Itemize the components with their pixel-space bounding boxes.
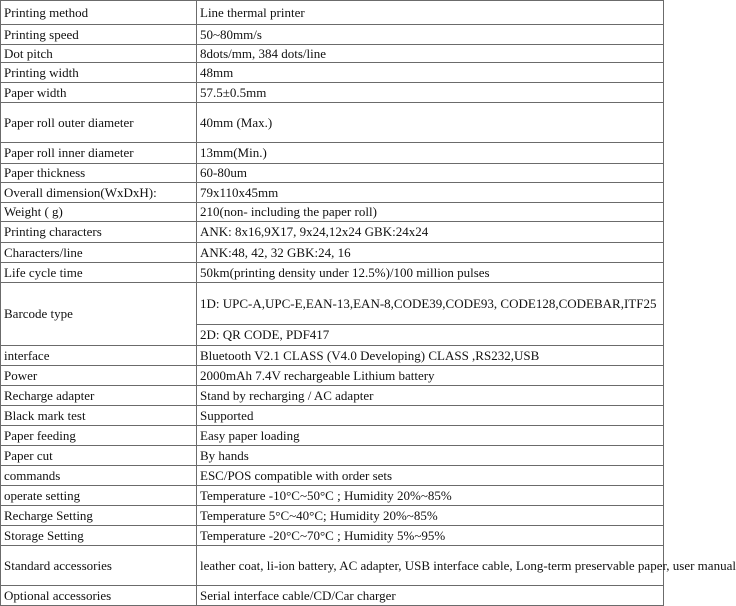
row-label: Black mark test xyxy=(1,406,197,426)
row-value: ANK: 8x16,9X17, 9x24,12x24 GBK:24x24 xyxy=(197,222,664,243)
row-value: 8dots/mm, 384 dots/line xyxy=(197,45,664,63)
row-label: operate setting xyxy=(1,486,197,506)
table-row xyxy=(1,164,664,183)
table-row xyxy=(1,263,664,283)
row-value: 60-80um xyxy=(197,164,664,183)
table-row xyxy=(1,386,664,406)
row-label: Paper cut xyxy=(1,446,197,466)
table-row xyxy=(1,203,664,222)
row-label: Life cycle time xyxy=(1,263,197,283)
row-value: Serial interface cable/CD/Car charger xyxy=(197,586,664,606)
barcode-2d-value: 2D: QR CODE, PDF417 xyxy=(197,325,664,346)
row-label: commands xyxy=(1,466,197,486)
row-value: 2000mAh 7.4V rechargeable Lithium battery xyxy=(197,366,664,386)
table-row xyxy=(1,283,664,325)
row-label: Recharge adapter xyxy=(1,386,197,406)
table-row xyxy=(1,406,664,426)
table-row xyxy=(1,25,664,45)
table-row xyxy=(1,222,664,243)
row-label: Paper thickness xyxy=(1,164,197,183)
row-value: 48mm xyxy=(197,63,664,83)
table-row xyxy=(1,83,664,103)
row-value: Stand by recharging / AC adapter xyxy=(197,386,664,406)
row-value: ANK:48, 42, 32 GBK:24, 16 xyxy=(197,243,664,263)
table-row xyxy=(1,526,664,546)
row-label: Optional accessories xyxy=(1,586,197,606)
table-row xyxy=(1,63,664,83)
row-label: Overall dimension(WxDxH): xyxy=(1,183,197,203)
row-value: 57.5±0.5mm xyxy=(197,83,664,103)
table-row xyxy=(1,506,664,526)
table-row xyxy=(1,1,664,25)
row-value: Temperature 5°C~40°C; Humidity 20%~85% xyxy=(197,506,664,526)
row-value: Supported xyxy=(197,406,664,426)
table-row xyxy=(1,466,664,486)
table-row xyxy=(1,366,664,386)
table-row xyxy=(1,243,664,263)
table-row xyxy=(1,446,664,466)
row-value: 50km(printing density under 12.5%)/100 million pulses xyxy=(197,263,664,283)
row-label: Printing characters xyxy=(1,222,197,243)
row-value: 210(non- including the paper roll) xyxy=(197,203,664,222)
row-value: 50~80mm/s xyxy=(197,25,664,45)
table-row xyxy=(1,45,664,63)
row-label: Weight ( g) xyxy=(1,203,197,222)
table-row xyxy=(1,346,664,366)
table-row xyxy=(1,486,664,506)
row-value: 79x110x45mm xyxy=(197,183,664,203)
row-label: Power xyxy=(1,366,197,386)
row-value: Easy paper loading xyxy=(197,426,664,446)
row-value: 13mm(Min.) xyxy=(197,143,664,164)
row-label: Recharge Setting xyxy=(1,506,197,526)
row-label: Barcode type xyxy=(1,283,197,346)
row-label: Paper roll inner diameter xyxy=(1,143,197,164)
table-row xyxy=(1,586,664,606)
row-label: Printing method xyxy=(1,1,197,25)
row-value: Temperature -20°C~70°C ; Humidity 5%~95% xyxy=(197,526,664,546)
table-row xyxy=(1,426,664,446)
row-value: Bluetooth V2.1 CLASS (V4.0 Developing) CLASS ,RS232,USB xyxy=(197,346,664,366)
row-value: leather coat, li-ion battery, AC adapter, USB interface cable, Long-term preservable paper, user manual xyxy=(197,546,664,586)
row-label: Dot pitch xyxy=(1,45,197,63)
row-value: ESC/POS compatible with order sets xyxy=(197,466,664,486)
table-row xyxy=(1,183,664,203)
row-value: 40mm (Max.) xyxy=(197,103,664,143)
row-value: By hands xyxy=(197,446,664,466)
row-label: Characters/line xyxy=(1,243,197,263)
table-row xyxy=(1,546,664,586)
row-label: Paper feeding xyxy=(1,426,197,446)
row-label: Paper roll outer diameter xyxy=(1,103,197,143)
row-label: Printing speed xyxy=(1,25,197,45)
row-value: Temperature -10°C~50°C ; Humidity 20%~85% xyxy=(197,486,664,506)
table-row xyxy=(1,103,664,143)
row-label: interface xyxy=(1,346,197,366)
row-value: Line thermal printer xyxy=(197,1,664,25)
barcode-1d-value: 1D: UPC-A,UPC-E,EAN-13,EAN-8,CODE39,CODE93, CODE128,CODEBAR,ITF25 xyxy=(197,283,664,325)
row-label: Printing width xyxy=(1,63,197,83)
table-row xyxy=(1,143,664,164)
row-label: Standard accessories xyxy=(1,546,197,586)
row-label: Paper width xyxy=(1,83,197,103)
row-label: Storage Setting xyxy=(1,526,197,546)
